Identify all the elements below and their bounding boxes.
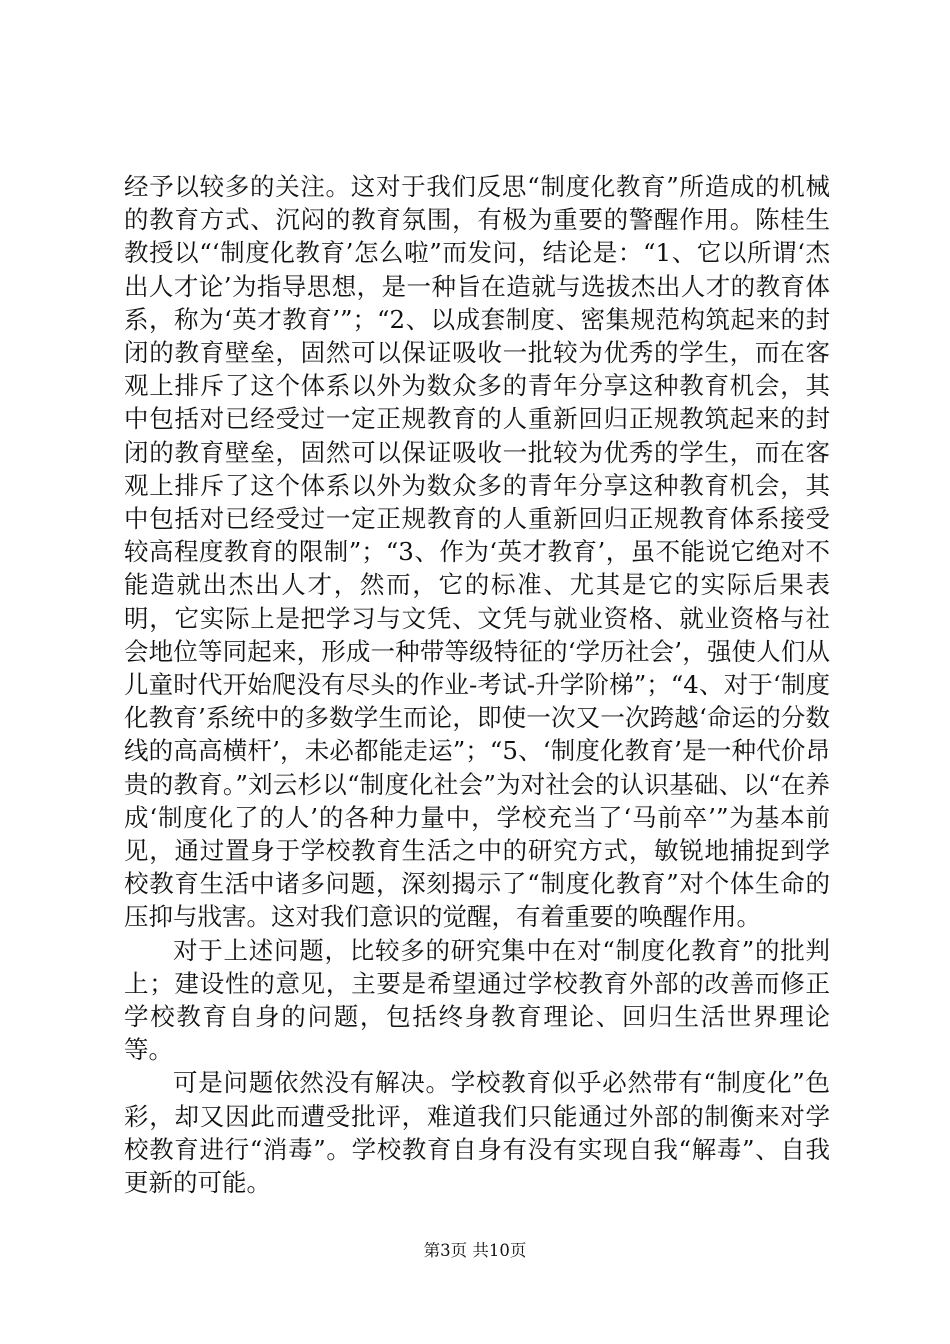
page-footer <box>0 1241 950 1261</box>
paragraph-1: 经予以较多的关注。这对于我们反思“制度化教育”所造成的机械的教育方式、沉闷的教育氛围，有极为重要的警醒作用。陈桂生教授以“‘制度化教育’怎么啦”而发问，结论是：“1、它以所谓‘杰出人才论’为指导思想，是一种旨在造就与选拔杰出人才的教育体系，称为‘英才教育’”；“2、以成套制度、密集规范构筑起来的封闭的教育壁垒，固然可以保证吸收一批较为优秀的学生，而在客观上排斥了这个体系以外为数众多的青年分享这种教育机会，其中包括对已经受过一定正规教育的人重新回归正规教筑起来的封闭的教育壁垒，固然可以保证吸收一批较为优秀的学生，而在客观上排斥了这个体系以外为数众多的青年分享这种教育机会，其中包括对已经受过一定正规教育的人重新回归正规教育体系接受较高程度教育的限制”；“3、作为‘英才教育’，虽不能说它绝对不能造就出杰出人才，然而，它的标准、尤其是它的实际后果表明，它实际上是把学习与文凭、文凭与就业资格、就业资格与社会地位等同起来，形成一种带等级特征的‘学历社会’，强使人们从儿童时代开始爬没有尽头的作业-考试-升学阶梯”；“4、对于‘制度化教育’系统中的多数学生而论，即使一次又一次跨越‘命运的分数线的高高横杆’，未必都能走运”；“5、‘制度化教育’是一种代价昂贵的教育。”刘云杉以“制度化社会”为对社会的认识基础、以“在养成‘制度化了的人’的各种力量中，学校充当了‘马前卒’”为基本前见，通过置身于学校教育生活之中的研究方式，敏锐地捕捉到学校教育生活中诸多问题，深刻揭示了“制度化教育”对个体生命的压抑与戕害。这对我们意识的觉醒，有着重要的唤醒作用。 <box>124 172 830 932</box>
page-number-label: 第3页 共10页 <box>423 1241 527 1260</box>
paragraph-3: 可是问题依然没有解决。学校教育似乎必然带有“制度化”色彩，却又因此而遭受批评，难道我们只能通过外部的制衡来对学校教育进行“消毒”。学校教育自身有没有实现自我“解毒”、自我更新的可能。 <box>124 1068 830 1198</box>
document-body <box>124 170 830 1199</box>
paragraph-2: 对于上述问题，比较多的研究集中在对“制度化教育”的批判上；建设性的意见，主要是希望通过学校教育外部的改善而修正学校教育自身的问题，包括终身教育理论、回归生活世界理论等。 <box>124 935 830 1065</box>
